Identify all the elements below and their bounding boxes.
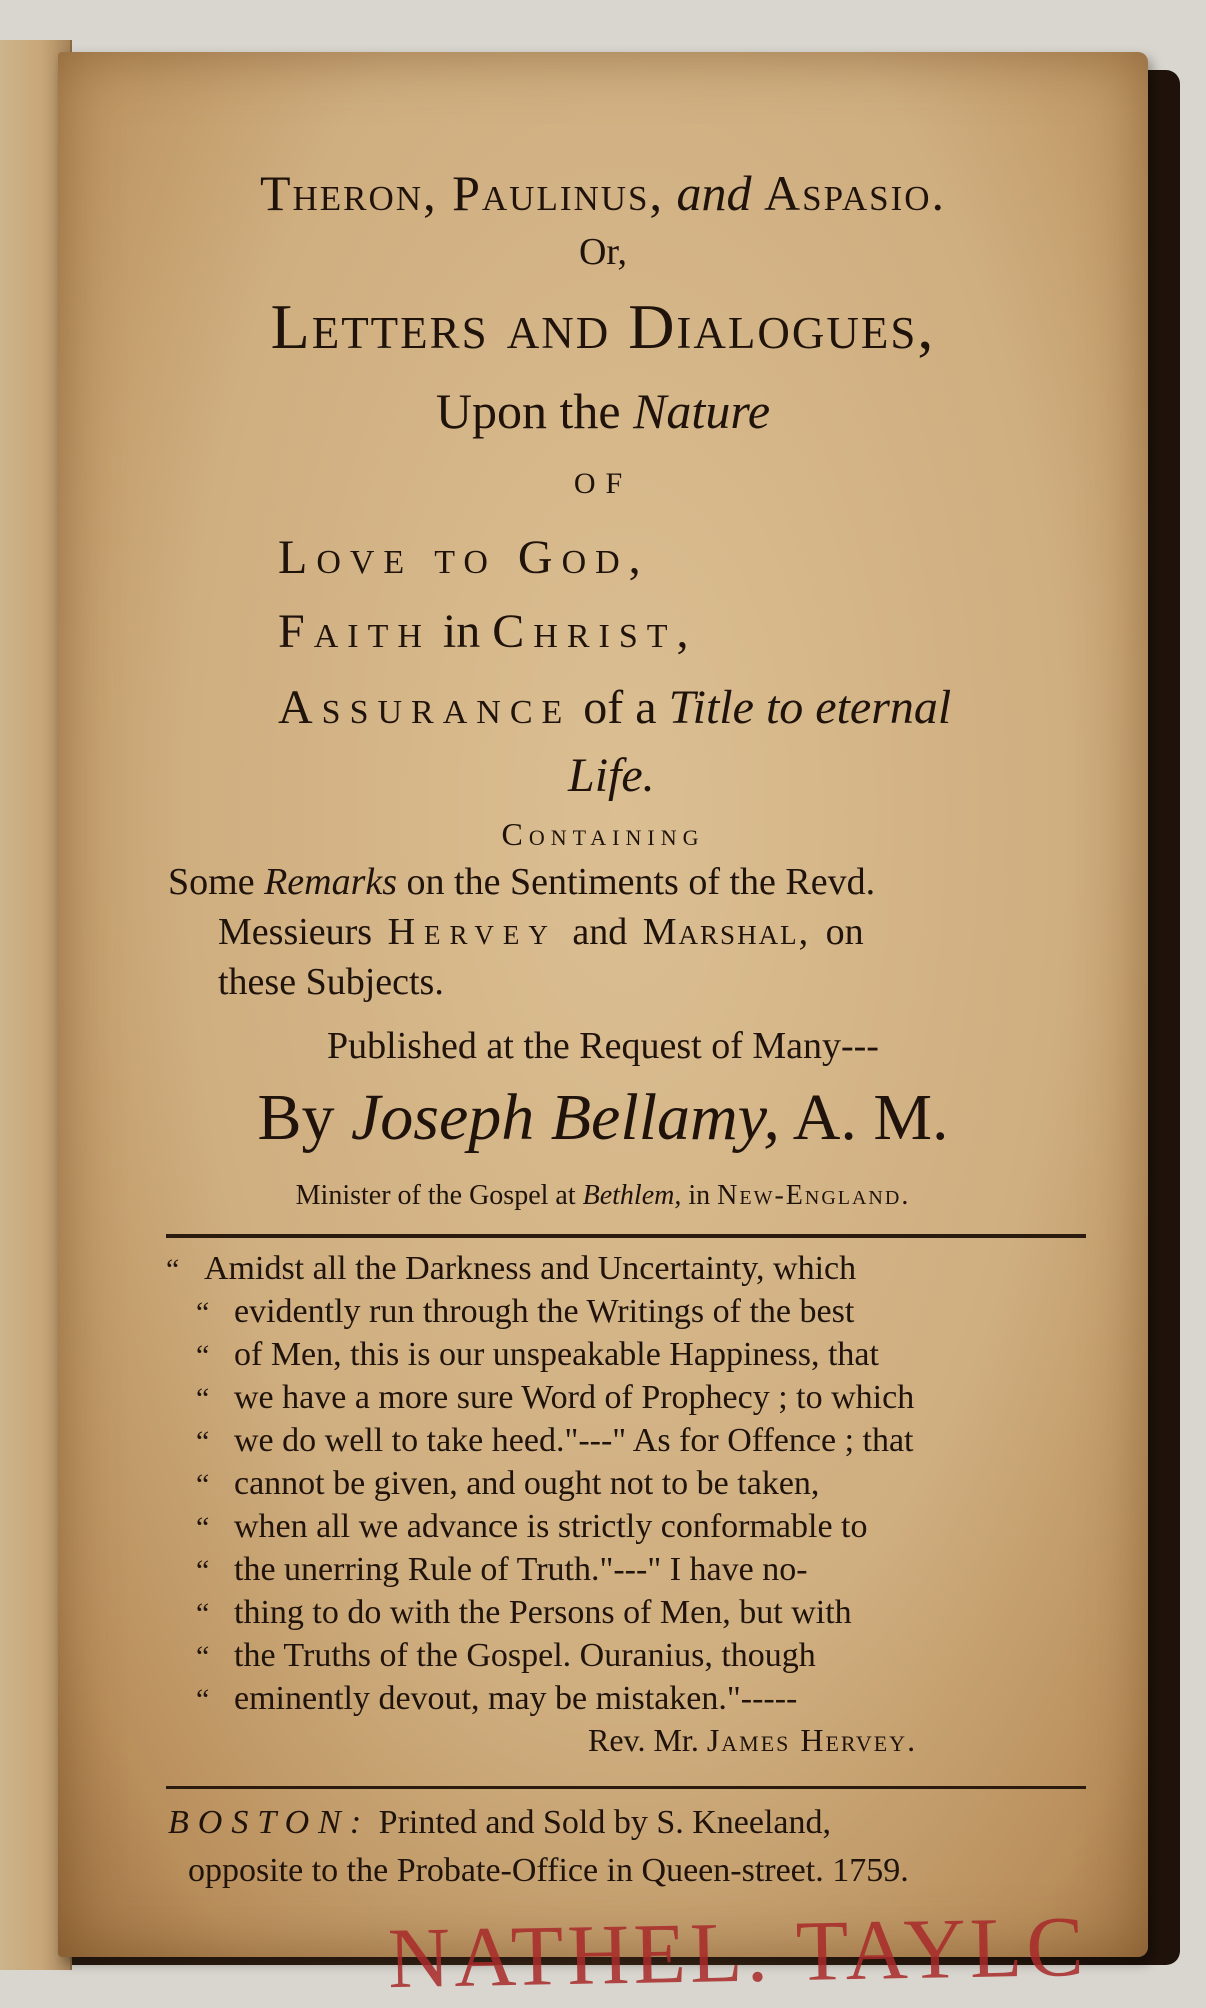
epigraph-line — [196, 1551, 808, 1589]
author-name: Joseph Bellamy, — [350, 1081, 780, 1154]
epigraph-line — [196, 1508, 868, 1546]
minister-in: in — [688, 1180, 711, 1211]
minister-line — [58, 1180, 1148, 1212]
title-page — [58, 52, 1148, 2007]
epigraph-line — [196, 1336, 879, 1374]
quote-mark: “ — [196, 1597, 210, 1630]
epigraph-line-text: Amidst all the Darkness and Uncertainty, which — [204, 1250, 857, 1287]
topic-love-to-god: Love to God, — [278, 531, 650, 584]
title-nature-line — [58, 382, 1148, 440]
remarks-line-2 — [218, 910, 864, 954]
minister-region: New-England. — [717, 1180, 911, 1211]
imprint-line-2: opposite to the Probate-Office in Queen-street. 1759. — [188, 1852, 909, 1889]
topic-life-word: Life. — [568, 749, 655, 802]
quote-mark: “ — [196, 1382, 210, 1415]
epigraph-line-text: we have a more sure Word of Prophecy ; to which — [234, 1379, 915, 1416]
minister-text: Minister of the Gospel at — [295, 1180, 576, 1211]
epigraph-line — [196, 1422, 914, 1460]
epigraph-line-text: thing to do with the Persons of Men, but with — [234, 1594, 852, 1631]
topic-faith: Faith — [278, 605, 431, 658]
quote-mark: “ — [166, 1253, 180, 1286]
quote-mark: “ — [196, 1296, 210, 1329]
topic-christ: Christ, — [492, 605, 698, 658]
quote-mark: “ — [196, 1640, 210, 1673]
remarks-line-3: these Subjects. — [218, 961, 444, 1003]
topic-assurance-word: Assurance — [278, 681, 572, 734]
attribution-name: James Hervey. — [706, 1722, 918, 1758]
epigraph-line-text: the Truths of the Gospel. Ouranius, though — [234, 1637, 816, 1674]
quote-mark: “ — [196, 1468, 210, 1501]
epigraph-line-text: when all we advance is strictly conformable to — [234, 1508, 868, 1545]
topic-title-to-eternal: Title to eternal — [668, 681, 952, 734]
epigraph-line-text: eminently devout, may be mistaken."----- — [234, 1680, 798, 1717]
topic-of-a: of a — [583, 681, 657, 734]
containing-heading: Containing — [501, 816, 705, 852]
quote-mark: “ — [196, 1425, 210, 1458]
epigraph-line — [196, 1680, 797, 1718]
remarks-marshal: Marshal, — [642, 911, 811, 953]
title-nature: Nature — [633, 383, 771, 439]
epigraph-line — [196, 1637, 816, 1675]
epigraph-line — [196, 1379, 914, 1417]
remarks-word: Remarks — [264, 861, 398, 903]
topic-assurance — [278, 680, 951, 735]
attribution-rev: Rev. Mr. — [588, 1722, 699, 1758]
quote-mark: “ — [196, 1683, 210, 1716]
epigraph-line — [166, 1250, 856, 1288]
remarks-on: on — [825, 911, 864, 953]
author-line — [58, 1080, 1148, 1156]
imprint-place: BOSTON: — [168, 1804, 371, 1841]
title-and: and — [676, 165, 752, 221]
author-degree: A. M. — [792, 1081, 949, 1154]
minister-place: Bethlem, — [582, 1180, 682, 1211]
title-names-2: Aspasio. — [764, 165, 946, 221]
epigraph-line — [196, 1594, 852, 1632]
title-line-characters — [58, 164, 1148, 222]
title-of: OF — [573, 467, 633, 500]
remarks-sentiments: on the Sentiments of the Revd. — [406, 861, 876, 903]
epigraph-line-text: of Men, this is our unspeakable Happiness, that — [234, 1336, 879, 1373]
title-names-1: Theron, Paulinus, — [259, 165, 664, 221]
remarks-and: and — [572, 911, 628, 953]
quote-mark: “ — [196, 1511, 210, 1544]
published-note: Published at the Request of Many--- — [327, 1025, 879, 1067]
imprint-line-1 — [168, 1804, 831, 1842]
topic-faith-in-christ — [278, 604, 698, 659]
remarks-some: Some — [168, 861, 255, 903]
epigraph-line-text: cannot be given, and ought not to be taken, — [234, 1465, 820, 1502]
topic-life — [568, 748, 655, 803]
epigraph-attribution — [588, 1722, 917, 1759]
quote-mark: “ — [196, 1339, 210, 1372]
author-by: By — [257, 1081, 335, 1154]
epigraph-line — [196, 1293, 854, 1331]
remarks-messieurs: Messieurs — [218, 911, 373, 953]
epigraph-line-text: the unerring Rule of Truth."---" I have no- — [234, 1551, 808, 1588]
epigraph-line-text: evidently run through the Writings of the best — [234, 1293, 855, 1330]
title-main: Letters and Dialogues, — [270, 291, 936, 362]
quote-mark: “ — [196, 1554, 210, 1587]
title-upon-the: Upon the — [435, 383, 621, 439]
divider-top — [166, 1234, 1086, 1238]
epigraph-line-text: we do well to take heed."---" As for Offence ; that — [234, 1422, 914, 1459]
topic-in: in — [442, 605, 481, 658]
divider-bottom — [166, 1786, 1086, 1789]
ownership-stamp: NATHEL. TAYLC — [387, 1897, 1089, 2007]
epigraph-line — [196, 1465, 819, 1503]
title-or: Or, — [578, 231, 628, 273]
imprint-printer: Printed and Sold by S. Kneeland, — [378, 1804, 832, 1841]
remarks-hervey: Hervey — [387, 911, 557, 953]
remarks-line-1 — [168, 860, 875, 904]
